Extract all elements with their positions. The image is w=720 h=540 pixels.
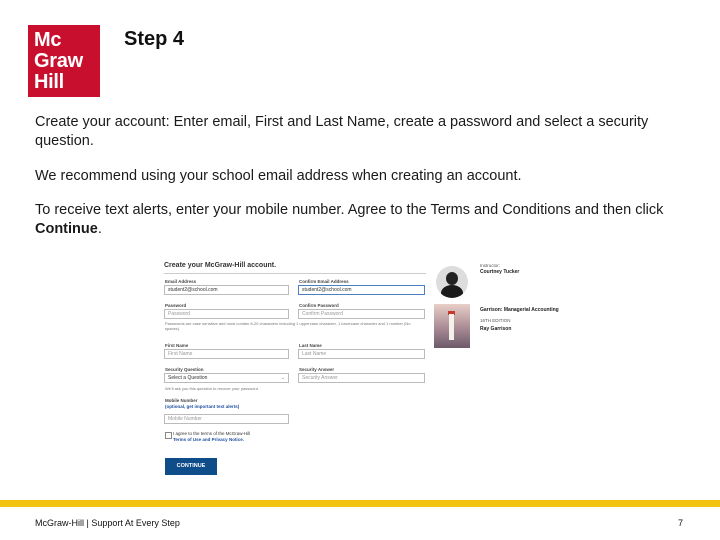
security-answer-label: Security Answer [299,367,335,372]
book-edition: 16TH EDITION [480,318,511,323]
mobile-alerts-link[interactable]: (optional, get important text alerts) [165,404,240,409]
security-question-label: Security Question [165,367,204,372]
slide-title: Step 4 [124,28,185,50]
instructor-label: Instructor: [480,263,501,268]
email-label: Email Address [165,279,197,284]
security-answer-field[interactable]: Security Answer [298,373,425,383]
logo-line-1: Mc [34,29,62,51]
terms-link[interactable]: Terms of Use and Privacy Notice. [173,437,244,442]
instruction-paragraph-1: Create your account: Enter email, First and Last Name, create a password and select a security question. [35,114,649,149]
book-title: Garrison: Managerial Accounting [480,307,559,313]
book-cover-image [434,304,470,348]
confirm-password-label: Confirm Password [299,303,339,308]
instructor-name: Courtney Tucker [480,269,520,275]
para3-continue-bold: Continue [35,221,98,237]
form-title: Create your McGraw-Hill account. [164,262,277,269]
password-label: Password [165,303,187,308]
confirm-password-field[interactable]: Confirm Password [298,309,425,319]
instruction-paragraph-3 [35,201,685,239]
security-hint: We'll ask you this question to recover your password [165,386,258,391]
book-author: Ray Garrison [480,326,512,332]
continue-button[interactable]: CONTINUE [165,458,217,475]
last-name-field[interactable]: Last Name [298,349,425,359]
logo-line-3: Hill [34,71,64,93]
form-divider [164,273,426,274]
page-number: 7 [678,518,684,528]
terms-text [173,431,283,443]
mobile-label: Mobile Number [165,398,198,403]
mobile-number-field[interactable]: Mobile Number [164,414,289,424]
password-hint: Passwords are case sensitive and must contain 8-20 characters including 1 uppercase character, 1 lowercase character and 1 number (No spaces). [165,321,411,331]
security-question-value: Select a Question [168,375,208,381]
email-field[interactable]: student2@school.com [164,285,289,295]
password-field[interactable]: Password [164,309,289,319]
first-name-label: First Name [165,343,189,348]
confirm-email-label: Confirm Email Address [299,279,349,284]
logo-line-2: Graw [34,50,83,72]
terms-label: I agree to the terms of the McGraw-Hill [173,431,251,436]
account-form-screenshot [158,256,568,481]
first-name-field[interactable]: First Name [164,349,289,359]
instruction-paragraph-2: We recommend using your school email address when creating an account. [35,168,522,184]
mcgraw-hill-logo [28,25,100,97]
terms-checkbox[interactable] [165,432,172,439]
footer-text: McGraw-Hill | Support At Every Step [35,518,180,528]
instructor-avatar [436,266,468,298]
footer-bar [0,500,720,507]
last-name-label: Last Name [299,343,322,348]
para3-suffix: . [97,221,102,237]
chevron-down-icon: ⌄ [280,375,285,381]
confirm-email-field[interactable]: student2@school.com [298,285,425,295]
para3-prefix: To receive text alerts, enter your mobile number. Agree to the Terms and Conditions and then click [35,202,664,218]
security-question-select[interactable] [164,373,289,383]
